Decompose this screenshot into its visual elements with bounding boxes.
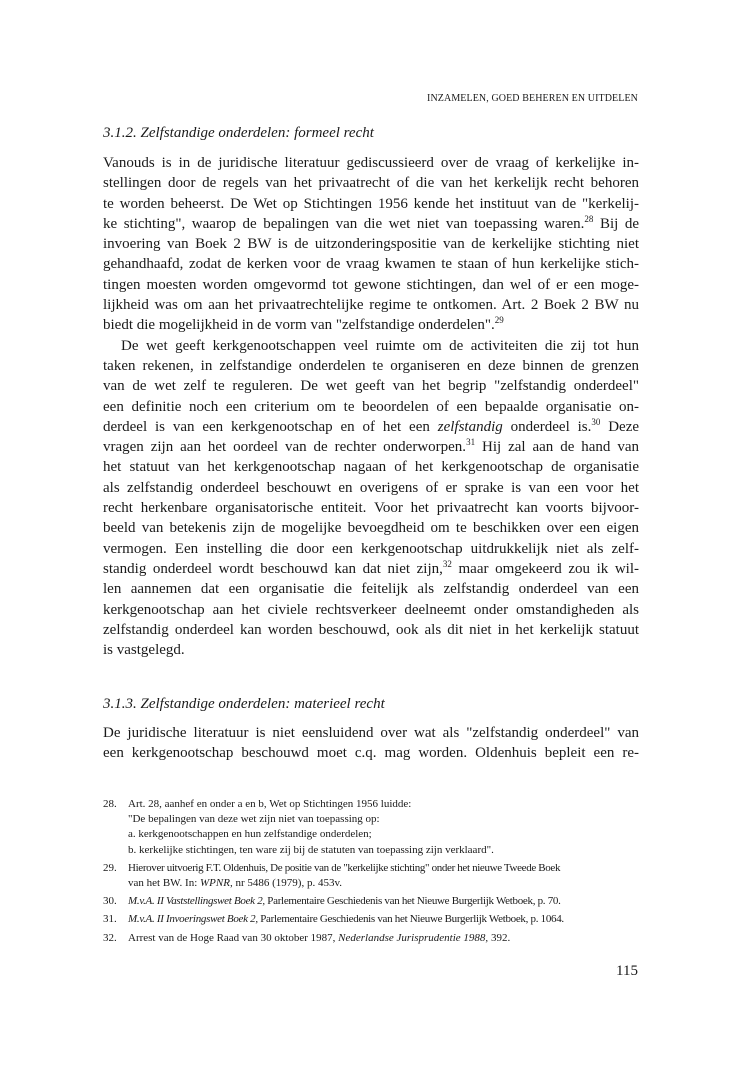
body-line-text: Bij de [599,215,640,232]
footnote-text: 392. [490,931,511,944]
footnote-number: 30. [103,895,117,908]
footnote-line: a. kerkgenootschappen en hun zelfstandige onderdelen; [128,828,372,841]
body-line: een definitie noch een criterium om te beoordelen of een bepaalde organisatie on- [103,398,639,415]
body-line: De juridische literatuur is niet eensluidend over wat als "zelfstandig onderdeel" van [103,725,639,741]
body-line: len aannemen dat een organisatie die feitelijk als zelfstandig onderdeel van een [103,581,639,598]
body-line-text: vragen zijn aan het oordeel van de rechter onderworpen. [103,439,467,456]
body-line-text: ke stichting", waarop de bepalingen van die wet niet van toepassing waren. [103,215,585,232]
body-line: stellingen door de regels van het privaatrecht of die van het kerkelijk recht behoren [103,175,639,192]
body-line: taken rekenen, in zelfstandige onderdelen te organiseren en deze binnen de grenzen [103,357,639,374]
footnote-italic: Nederlandse Jurisprudentie 1988, [338,931,489,944]
section-body-formeel [103,153,639,660]
footnote-number: 32. [103,931,117,944]
footnote-ref[interactable]: 30 [591,416,601,427]
body-line: als zelfstandig onderdeel beschouwt en overigens of er sprake is van een voor het [103,479,639,496]
footnote-line: Art. 28, aanhef en onder a en b, Wet op Stichtingen 1956 luidde: [128,798,412,810]
body-line-text: Hij zal aan de hand van [481,439,639,456]
footnote-italic: WPNR, [200,877,233,890]
body-line: De wet geeft kerkgenootschappen veel ruimte om de activiteiten die zij tot hun [121,337,639,354]
footnote-number: 31. [103,913,117,926]
body-line: recht herkenbare organisatorische entiteit. Voor het privaatrecht kan voorts bijvoor- [103,500,639,517]
body-line: van de wet zelf te reguleren. De wet geeft van het begrip "zelfstandig onderdeel" [103,378,639,395]
footnote-line: b. kerkelijke stichtingen, ten ware zij bij de statuten van toepassing zijn verklaard". [128,843,494,856]
footnote-text: van het BW. In: [128,877,198,890]
body-line [103,417,639,437]
body-line-text: onderdeel is. [510,418,592,435]
body-line [103,214,639,234]
body-line: is vastgelegd. [103,642,185,659]
body-line: kerkgenootschap aan het civiele rechtsverkeer deelneemt onder omstandigheden als [103,601,639,618]
body-line: gehandhaafd, zodat de kerken voor de vraag kwamen te staan of hun kerkelijke stich- [103,256,639,273]
footnote-line [128,894,643,909]
footnote-line: "De bepalingen van deze wet zijn niet van toepassing op: [128,813,380,826]
section-body-materieel [103,723,639,764]
body-line-text: derdeel is van een kerkgenootschap en of het een [103,418,430,435]
footnote-ref[interactable]: 28 [584,213,594,224]
footnote-ref[interactable]: 31 [466,437,476,448]
page-number: 115 [616,963,638,979]
footnote-line [128,912,643,927]
body-line: lijkheid was om aan het privaatrechtelijke regime te ontkomen. Art. 2 Boek 2 BW nu [103,297,639,314]
body-line-text: Deze [608,418,640,435]
running-header: INZAMELEN, GOED BEHEREN EN UITDELEN [427,93,638,104]
footnote-text: Parlementaire Geschiedenis van het Nieuwe Burgerlijk Wetboek, p. 1064. [260,913,564,926]
footnotes [103,797,643,946]
body-line-text: maar omgekeerd zou ik wil- [458,560,640,577]
body-line-text: standig onderdeel wordt beschouwd kan dat niet zijn, [103,560,443,577]
footnote-30 [103,894,643,909]
body-line: het statuut van het kerkgenootschap nagaan of het kerkgenootschap de organisatie [103,459,639,476]
footnote-number: 29. [103,861,117,874]
footnote-line: Hierover uitvoerig F.T. Oldenhuis, De positie van de "kerkelijke stichting" onder het nieuwe Tweede Boek [128,861,561,874]
footnote-32 [103,931,643,946]
footnote-italic: M.v.A. II Invoeringswet Boek 2, [128,913,258,926]
body-line: vermogen. Een instelling die door een kerkgenootschap uitdrukkelijk niet als zelf- [103,540,639,557]
body-line: een kerkgenootschap beschouwd moet c.q. mag worden. Oldenhuis bepleit een re- [103,745,639,762]
footnote-text: nr 5486 (1979), p. 453v. [235,877,342,890]
footnote-28 [103,797,643,858]
footnote-ref[interactable]: 32 [442,558,452,569]
footnote-text: Arrest van de Hoge Raad van 30 oktober 1987, [128,931,336,944]
section-heading-materieel: 3.1.3. Zelfstandige onderdelen: materieel recht [103,696,385,712]
body-line: zelfstandig onderdeel kan worden beschouwd, ook als dit niet in het kerkelijk statuut [103,621,639,638]
body-italic-term: zelfstandig [437,418,503,435]
footnote-31 [103,912,643,927]
body-line: tingen moesten worden omgevormd tot gewone stichtingen, dan wel of er een moge- [103,276,639,293]
body-line [103,559,639,579]
footnote-text: Parlementaire Geschiedenis van het Nieuwe Burgerlijk Wetboek, p. 70. [267,895,561,908]
body-line-text: biedt die mogelijkheid in de vorm van "zelfstandige onderdelen". [103,317,495,334]
footnote-line [128,931,643,946]
section-heading-formeel: 3.1.2. Zelfstandige onderdelen: formeel recht [103,125,374,141]
body-line [103,315,639,335]
body-line: invoering van Boek 2 BW is de uitzonderingspositie van de kerkelijke stichting niet [103,236,639,253]
footnote-ref[interactable]: 29 [494,315,504,326]
body-line: te worden beheerst. De Wet op Stichtingen 1956 kende het instituut van de "kerkelij- [103,195,639,212]
footnote-italic: M.v.A. II Vaststellingswet Boek 2, [128,895,265,908]
body-line [103,437,639,457]
footnote-number: 28. [103,798,117,810]
body-line: Vanouds is in de juridische literatuur gediscussieerd over de vraag of kerkelijke in- [103,155,639,171]
footnote-line [128,876,643,891]
body-line: beeld van betekenis zijn de mogelijke bevoegdheid om te beschikken over een eigen [103,520,639,537]
footnote-29 [103,861,643,891]
